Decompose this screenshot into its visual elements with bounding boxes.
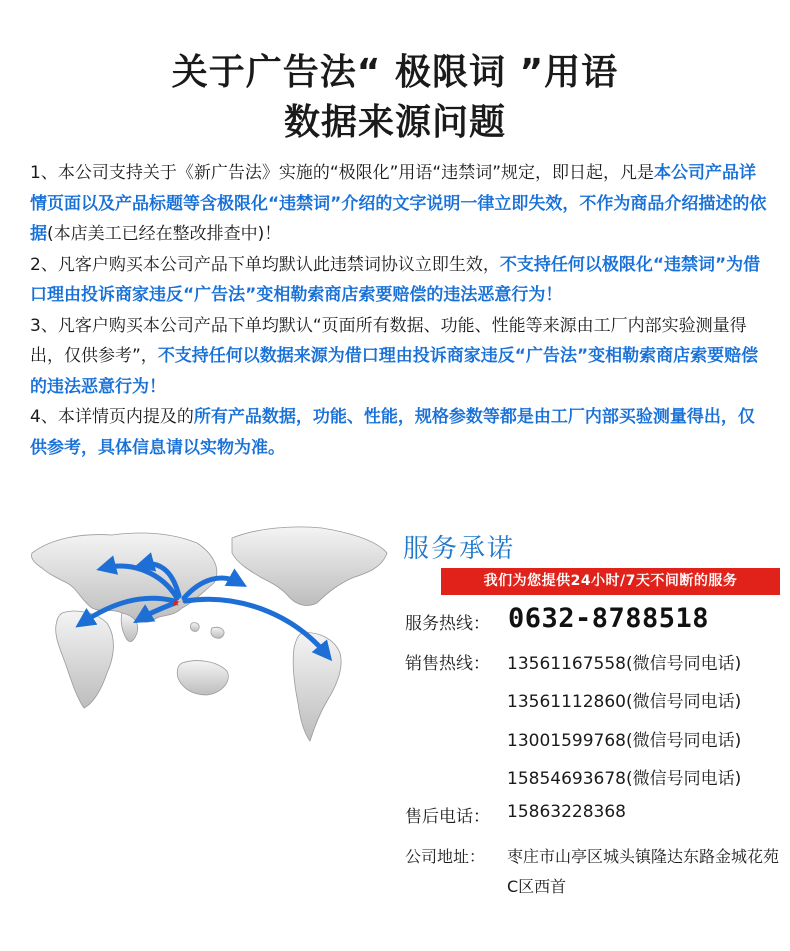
aftersales-label: 售后电话：	[405, 807, 490, 827]
origin-star-icon: ★	[171, 598, 181, 609]
notice-2-highlight: 不支持任何以极限化“违禁词”为借口理由投诉商家违反“广告法”变相勒索商店索要赔偿的违法恶意行为！	[30, 254, 761, 305]
notice-list	[30, 158, 770, 463]
sales-number-1[interactable]: 13561167558(微信号同电话)	[507, 654, 742, 674]
aftersales-number[interactable]: 15863228368	[507, 802, 626, 822]
address-label: 公司地址：	[405, 847, 486, 866]
notice-item-1	[30, 158, 770, 250]
notice-item-3	[30, 311, 770, 403]
sales-number-2[interactable]: 13561112860(微信号同电话)	[507, 692, 742, 712]
notice-item-2	[30, 250, 770, 311]
continent-australia	[177, 661, 228, 695]
address-text: 枣庄市山亭区城头镇隆达东路金城花苑C区西首	[507, 847, 780, 896]
sales-label: 销售热线：	[405, 654, 490, 674]
continent-south-america	[293, 633, 341, 741]
hotline-number[interactable]: 0632-8788518	[508, 603, 710, 634]
hotline-label: 服务热线：	[405, 614, 490, 634]
notice-1-tail: (本店美工已经在整改排查中)！	[47, 224, 282, 244]
notice-3-text: 3、凡客户购买本公司产品下单均默认“页面所有数据、功能、性能等来源由工厂内部实验测量得出，仅供参考”，	[30, 315, 747, 366]
service-banner: 我们为您提供24小时/7天不间断的服务	[441, 568, 780, 595]
sales-number-3[interactable]: 13001599768(微信号同电话)	[507, 731, 742, 751]
notice-3-highlight: 不支持任何以数据来源为借口理由投诉商家违反“广告法”变相勒索商店索要赔偿的违法恶意行为！	[30, 346, 759, 397]
continent-africa	[56, 611, 114, 708]
service-title: 服务承诺	[403, 534, 516, 564]
sales-number-4[interactable]: 15854693678(微信号同电话)	[507, 769, 742, 789]
notice-1-text: 1、本公司支持关于《新广告法》实施的“极限化”用语“违禁词”规定，即日起，凡是	[30, 163, 655, 183]
page-title-line-1: 关于广告法“ 极限词 ”用语	[171, 52, 619, 93]
notice-4-highlight: 所有产品数据，功能、性能，规格参数等都是由工厂内部买验测量得出，仅供参考，具体信息请以实物为准。	[30, 407, 755, 458]
page-title-line-2: 数据来源问题	[283, 102, 506, 143]
continent-eurasia	[31, 533, 216, 622]
continent-north-america	[232, 527, 387, 606]
notice-1-highlight: 本公司产品详情页面以及产品标题等含极限化“违禁词”介绍的文字说明一律立即失效，不作为商品介绍描述的依据	[30, 163, 767, 244]
world-map-illustration	[22, 513, 396, 755]
notice-2-text: 2、凡客户购买本公司产品下单均默认此违禁词协议立即生效，	[30, 254, 500, 275]
notice-4-text: 4、本详情页内提及的	[30, 407, 194, 427]
notice-item-4	[30, 402, 770, 463]
